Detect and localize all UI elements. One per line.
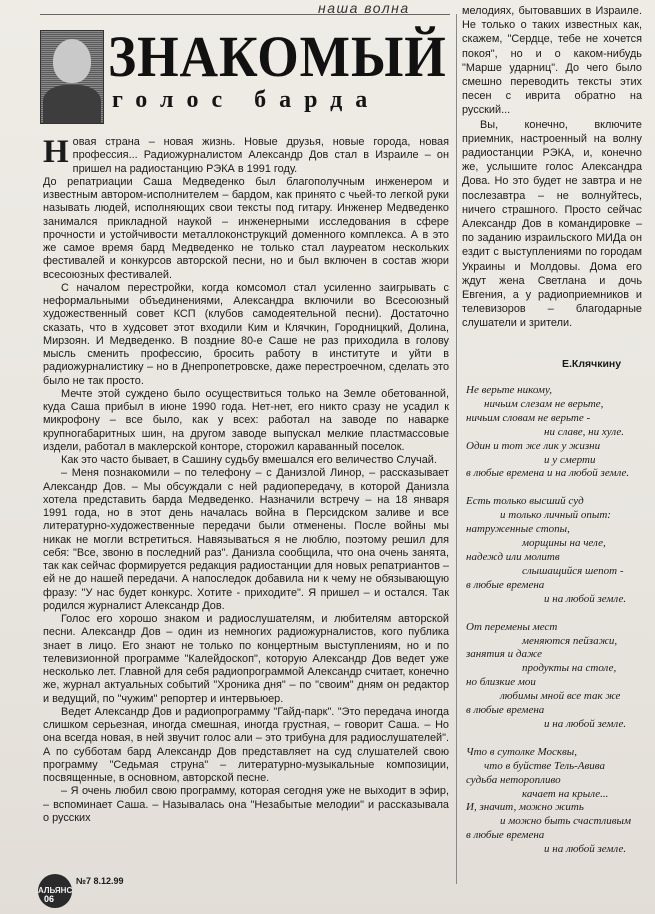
poem — [466, 384, 646, 871]
article-paragraph: – Меня познакомили – по телефону – с Данизлой Линор, – рассказывает Александр Дов. – Мы обсуждали с ней радиопередачу, в которой Данизла хотела представить барда Медведенко. Назначили встречу – на 18 января 1991 года, но в этот день началась война в Персидском заливе и все литературно-художественные передачи были отменены. После войны мы никак не могли встретиться. Навязываться я не люблю, поэтому решил для себя: "Все, звоню в последний раз". Данизла сообщила, что она очень занята, так как сейчас формируется редакция радиостанции для новых репатриантов – ей не до нашей передачи. А напоследок добавила ни к чему не обязывающую фразу: "У нас будет конкурс. Хотите - приходите". Я пришел – и остался. Так родился журналист Александр Дов. — [43, 467, 449, 612]
poem-line: судьба неторопливо — [466, 773, 561, 786]
poem-line: продукты на столе, — [522, 662, 617, 675]
poem-line: Есть только высший суд — [466, 495, 584, 508]
poem-dedication: Е.Клячкину — [562, 358, 622, 370]
issue-number: №7 8.12.99 — [76, 876, 124, 886]
article-paragraph: Голос его хорошо знаком и радиослушателям, и любителям авторской песни. Александр Дов – один из немногих радиожурналистов, кого публика знает в лицо. Его знают не только по концертным выступлениям, но и по телевизионной программе "Калейдоскоп", которую Александр Дов ведет уже несколько лет. Главной для себя радиопрограммой Александр считает, конечно же, журнал актуальных событий "Хроника дня" – по "своим" дням он редактор и ведущий, по "чужим" репортер и интервьюер. — [43, 613, 449, 705]
drop-cap: Н — [43, 134, 69, 170]
subheadline: голос барда — [112, 87, 381, 113]
poem-line: в любые времена — [466, 704, 545, 717]
poem-line: надежд или молитв — [466, 550, 560, 563]
poem-line: Не верьте никому, — [466, 384, 553, 396]
headline: ЗНАКОМЫЙ — [108, 24, 447, 89]
poem-line: ни славе, ни хуле. — [544, 425, 625, 438]
poem-stanza — [466, 746, 646, 857]
poem-line: любимы мной все так же — [500, 690, 621, 703]
poem-line: и на любой земле. — [544, 592, 627, 605]
poem-line: И, значит, можно жить — [466, 801, 584, 814]
poem-line: Что в сутолке Москвы, — [466, 745, 577, 758]
article-paragraph: Новая страна – новая жизнь. Новые друзья, новые города, новая профессия... Радиожурналистом Александр Дов стал в Израиле – он пришел на радиостанцию РЭКА в 1991 году. — [43, 134, 449, 175]
poem-line: и только личный опыт: — [500, 509, 611, 522]
page-footer — [38, 872, 138, 912]
article-paragraph: Ведет Александр Дов и радиопрограмму "Гайд-парк". "Это передача иногда слишком серьезная, иногда смешная, иногда грустная, – говорит Саша. – Но она всегда новая, в ней звучит голос али – это трибуна для радиослушателей". А по субботам бард Александр Дов представляет на суд слушателей свою программу "Седьмая струна" – литературно-музыкальные композиции, посвященные, в основном, авторской песне. — [43, 705, 449, 784]
photo-head — [53, 39, 91, 83]
poem-line: ничьим словам не верьте - — [466, 411, 591, 424]
poem-line: но близкие мои — [466, 676, 536, 689]
poem-line: в любые времена и на любой земле. — [466, 467, 630, 480]
poem-line: что в буйстве Тель-Авива — [484, 759, 605, 772]
poem-line: натруженные стопы, — [466, 523, 570, 536]
author-photo — [40, 30, 104, 124]
article-paragraph: Вы, конечно, включите приемник, настроенный на волну радиостанции РЭКА, и, конечно же, услышите голос Александра Дова. Но это будет не завтра и не послезавтра – не волнуйтесь, ничего страшного. Просто сейчас Александр Дов в командировке – по заданию израильского МИДа он ездит с выступлениями по городам Украины и Молдовы. Дома его ждут жена Светлана и дочь Евгения, а у радиоприемников и телевизоров – благодарные слушатели и зрители. — [462, 118, 642, 330]
poem-line: Один и тот же лик у жизни — [466, 439, 601, 452]
header-rule — [40, 14, 450, 15]
article-body — [43, 136, 449, 825]
poem-line: и у смерти — [544, 453, 596, 466]
poem-stanza — [466, 495, 646, 606]
poem-line: меняются пейзажи, — [522, 634, 618, 647]
poem-stanza — [466, 384, 646, 481]
poem-line: качает на крыле... — [522, 787, 609, 800]
poem-stanza — [466, 621, 646, 732]
poem-line: в любые времена — [466, 578, 545, 591]
column-divider — [456, 14, 457, 884]
article-paragraph: Мечте этой суждено было осуществиться только на Земле обетованной, куда Саша прибыл в июне 1990 года. Нет-нет, его никто сразу не усадил к микрофону – все было, как у всех: работал на заводе по наварке крупногабаритных шин, на другом заводе выпускал мелкие пластмассовые издели, работал в маклерской конторе, сторожил караванный поселок. — [43, 387, 449, 453]
poem-line: От перемены мест — [466, 620, 558, 633]
poem-line: и можно быть счастливым — [500, 815, 631, 828]
article-paragraph: С началом перестройки, когда комсомол стал усиленно заигрывать с неформальными объединениями, Александра включили во Всесоюзный художественный совет КСП (клубов самодеятельной песни). Достаточно сказать, что в худсовет этот входили Ким и Клячкин, Городницкий, Долина, Мирзоян. И Медведенко. В поздние 80-е Саше не раз приходила в голову мысль сменить профессию, бросить работу в институте и уйти в радиожурналистику – но в Днепропетровске, даже перестроечном, сделать это было не так просто. — [43, 281, 449, 387]
article-paragraph: До репатриации Саша Медведенко был благополучным инженером и известным автором-исполнителем – бардом, как принято с чьей-то легкой руки называть людей, исполняющих свои тексты под гитару. Инженер Медведенко занимался прикладной наукой – инженерными исследования в сфере прочности и устойчивости металлоконструкций доменного комплекса. А в это же самое время бард Медведенко не только стал лауреатом нескольких фестивалей и конкурсов авторской песни, но и был включен в состав жюри всесоюзных фестивалей. — [43, 175, 449, 281]
poem-line: морщины на челе, — [522, 537, 606, 550]
poem-line: занятия и даже — [466, 648, 542, 661]
page-number: 06 — [44, 894, 55, 904]
article-paragraph: Как это часто бывает, в Сашину судьбу вмешался его величество Случай. — [61, 454, 437, 466]
article-paragraph: – Я очень любил свою программу, которая сегодня уже не выходит в эфир, – вспоминает Саша. – Называлась она "Незабытые мелодии" и рассказывала о русских — [43, 785, 449, 824]
section-rubric: наша волна — [318, 0, 410, 16]
newspaper-logo: АЛЬЯНС — [38, 874, 72, 908]
poem-line: и на любой земле. — [544, 717, 627, 730]
poem-line: и на любой земле. — [544, 843, 627, 856]
poem-line: в любые времена — [466, 829, 545, 842]
poem-line: слышащийся шепот - — [522, 564, 624, 577]
right-column — [462, 4, 642, 331]
article-paragraph: мелодиях, бытовавших в Израиле. Не только о таких известных как, скажем, "Сердце, тебе не хочется покоя", но и о каком-нибудь "Марше ударниц". До чего было смешно переводить тексты этих песен с иврита обратно на русский... — [462, 5, 642, 117]
photo-body — [43, 85, 101, 124]
poem-line: ничьим слезам не верьте, — [484, 397, 604, 410]
